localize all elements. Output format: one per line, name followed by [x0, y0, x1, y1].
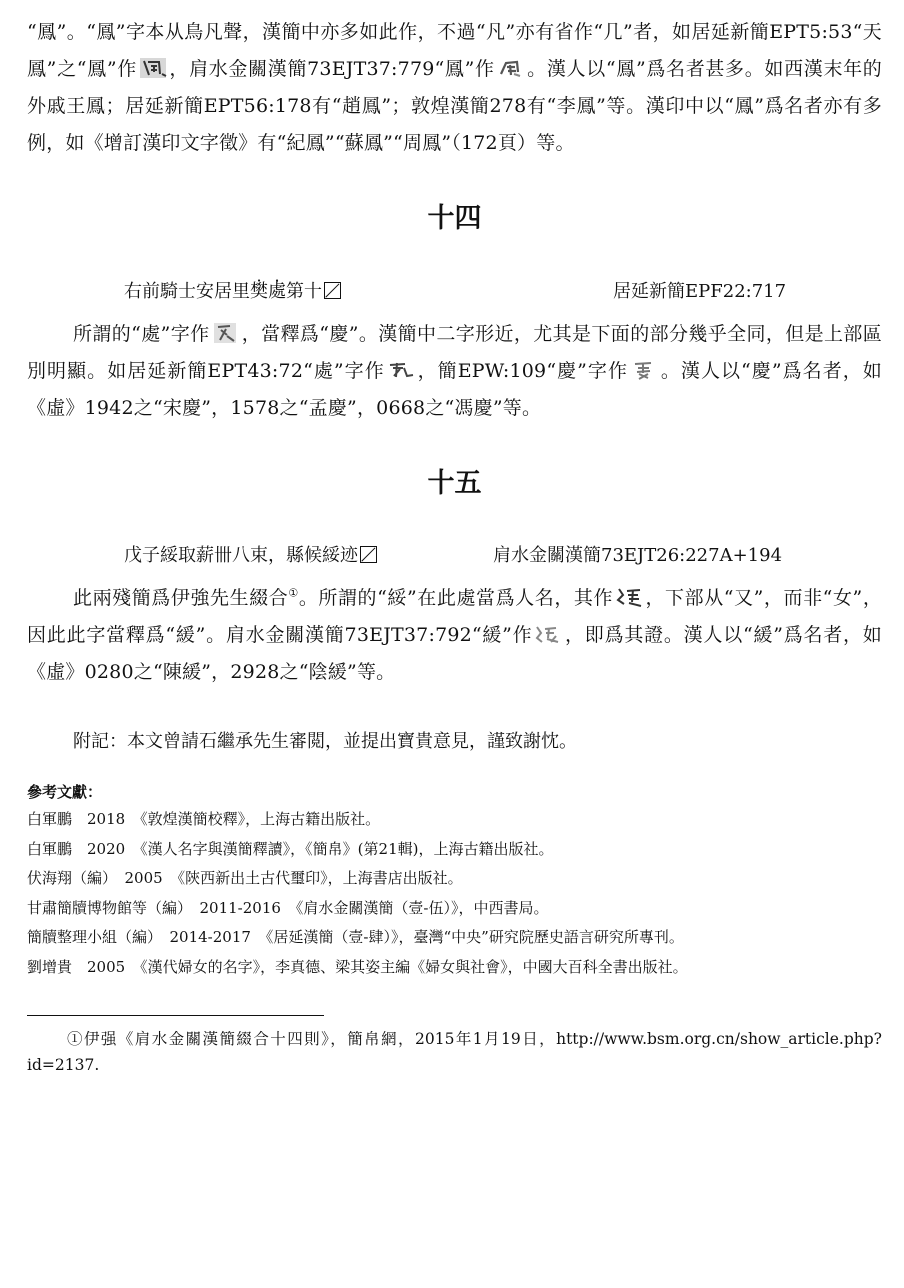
reference-item: 伏海翔（編） 2005 《陝西新出土古代璽印》，上海書店出版社。	[27, 869, 463, 887]
references-title: 參考文獻：	[27, 783, 103, 801]
reference-item: 簡牘整理小組（編） 2014-2017 《居延漢簡（壹-肆）》，臺灣“中央”研究院歷史語言研究所專刊。	[27, 928, 684, 946]
intro-text-2: ，肩水金關漢簡73EJT37:779“鳳”作	[168, 58, 495, 80]
s14-text-3: ，簡EPW:109“慶”字作	[416, 360, 628, 382]
slip-glyph-chu-image	[387, 359, 415, 381]
s14-text-2: ，當釋爲“慶”。漢簡中二字形近，尤其是下面的部分幾乎全同，但是上部區別明顯。如居延新簡EPT43:72“處”字作	[27, 323, 883, 382]
intro-text-3: 。漢人以“鳳”爲名者甚多。如西漢末年的外戚王鳳；居延新簡EPT56:178有“趙鳳”；敦煌漢簡278有“李鳳”等。漢印中以“鳳”爲名者亦有多例，如《增訂漢印文字徵》有“紀鳳”“蘇鳳”“周鳳”（172頁）等。	[27, 58, 883, 154]
section-15-quote-row	[27, 538, 882, 574]
section-14-source: 居延新簡EPF22:717	[613, 281, 787, 302]
reference-item: 劉增貴 2005 《漢代婦女的名字》，李真德、梁其姿主編《婦女與社會》，中國大百科全書出版社。	[27, 957, 688, 976]
s15-text-2: 。所謂的“綏”在此處當爲人名，其作	[298, 587, 614, 609]
quote-14-before: 右前騎士安居里	[124, 281, 250, 302]
slip-glyph-qing-1-image	[212, 322, 240, 344]
acknowledgement-note: 附記：本文曾請石繼承先生審閲，並提出寶貴意見，謹致謝忱。	[73, 731, 577, 752]
slip-glyph-qing-2-image	[630, 359, 658, 381]
s14-text-1: 所謂的“處”字作	[73, 323, 210, 345]
quote-14-after: 第十	[286, 281, 322, 302]
s15-text-3: ，下部从“又”，而非“女”，因此此字當釋爲“緩”。肩水金關漢簡73EJT37:792“緩”作	[27, 587, 883, 646]
footnote: ①伊强《肩水金關漢簡綴合十四則》，簡帛網，2015年1月19日，http://www.bsm.org.cn/show_article.php?id=2137.	[27, 1030, 882, 1074]
intro-text-1: “鳳”。“鳳”字本从鳥凡聲，漢簡中亦多如此作，不過“凡”亦有省作“几”者，如居延新簡EPT5:53“天鳳”之“鳳”作	[27, 21, 882, 80]
section-15-source: 肩水金關漢簡73EJT26:227A+194	[493, 545, 783, 566]
footnote-marker[interactable]: ①	[288, 586, 299, 600]
s15-text-4: ，即爲其證。漢人以“緩”爲名者，如《虛》0280之“陳緩”，2928之“陰緩”等。	[27, 624, 883, 683]
reference-item: 白軍鵬 2018 《敦煌漢簡校釋》，上海古籍出版社。	[27, 810, 381, 828]
intro-paragraph	[27, 14, 882, 162]
section-14-quote	[124, 274, 341, 310]
references-list	[27, 805, 882, 982]
section-15-quote	[124, 538, 377, 574]
missing-char-box-icon	[324, 282, 341, 299]
section-14-heading: 十四	[427, 203, 482, 234]
s14-text-4: 。漢人以“慶”爲名者，如《虛》1942之“宋慶”，1578之“孟慶”，0668之“馮慶”等。	[27, 360, 882, 419]
reference-item: 甘肅簡牘博物館等（編） 2011-2016 《肩水金關漢簡（壹-伍）》，中西書局。	[27, 898, 549, 917]
s15-text-1: 此兩殘簡爲伊強先生綴合	[73, 587, 289, 609]
slip-glyph-feng-1-image	[139, 57, 167, 79]
missing-char-box-icon	[360, 546, 377, 563]
slip-glyph-feng-2-image	[497, 57, 525, 79]
quote-14-dotted-char-1: 樊	[250, 281, 268, 302]
page	[27, 14, 882, 1078]
section-15-heading: 十五	[427, 468, 482, 499]
reference-item: 白軍鵬 2020 《漢人名字與漢簡釋讀》，《簡帛》(第21輯)，上海古籍出版社。	[27, 839, 554, 858]
section-14-quote-row	[27, 274, 882, 310]
section-15-paragraph	[27, 580, 882, 691]
slip-glyph-huan-1-image	[615, 586, 643, 608]
slip-glyph-huan-2-image	[534, 623, 562, 645]
quote-14-dotted-char-2: 處	[268, 281, 286, 302]
section-14-paragraph	[27, 316, 882, 427]
quote-15-text: 戊子綏取薪卌八束，縣候綏迹	[124, 545, 358, 566]
